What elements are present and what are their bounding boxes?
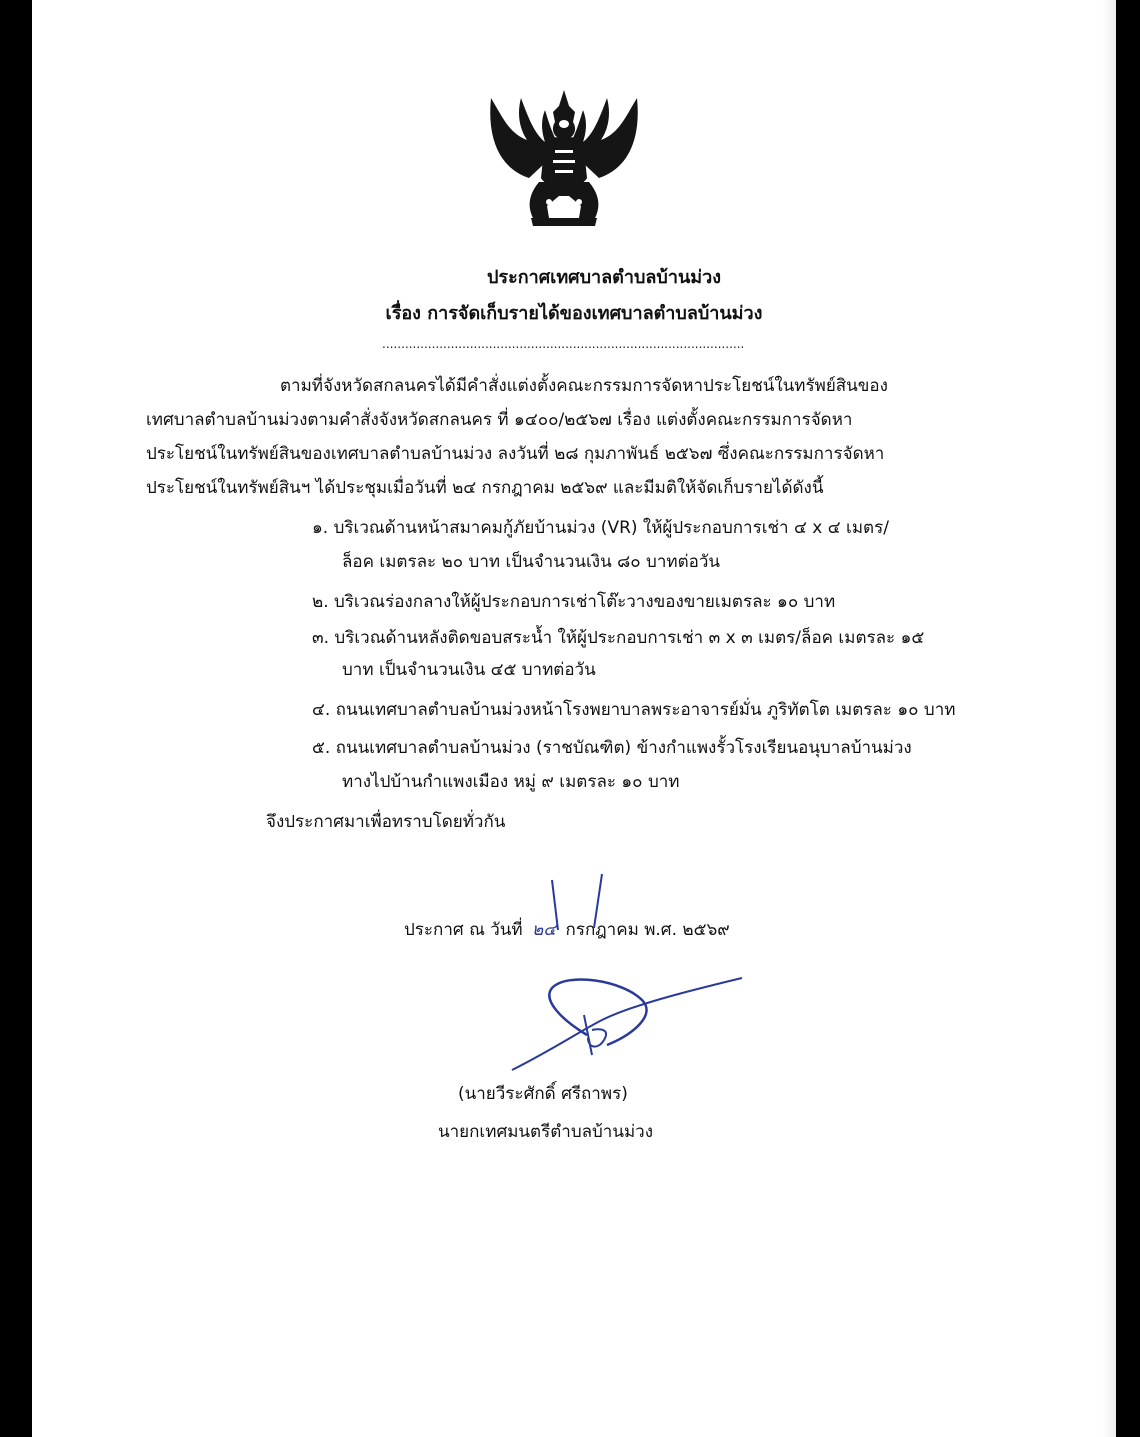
date-prefix: ประกาศ ณ วันที่ [404,920,523,940]
announcement-subject: เรื่อง การจัดเก็บรายได้ของเทศบาลตำบลบ้านม่วง [385,303,763,324]
list-item-4-line-1: ๔. ถนนเทศบาลตำบลบ้านม่วงหน้าโรงพยาบาลพระอาจารย์มั่น ภูริทัตโต เมตรละ ๑๐ บาท [312,700,956,720]
list-item-1-line-2: ล็อค เมตรละ ๒๐ บาท เป็นจำนวนเงิน ๘๐ บาทต่อวัน [342,552,720,572]
list-item-5-line-2: ทางไปบ้านกำแพงเมือง หมู่ ๙ เมตรละ ๑๐ บาท [342,772,680,792]
list-item-5-line-1: ๕. ถนนเทศบาลตำบลบ้านม่วง (ราชบัณฑิต) ข้างกำแพงรั้วโรงเรียนอนุบาลบ้านม่วง [312,738,912,758]
list-item-1-line-1: ๑. บริเวณด้านหน้าสมาคมกู้ภัยบ้านม่วง (VR) ให้ผู้ประกอบการเช่า ๔ x ๔ เมตร/ [312,518,889,538]
body-line-3: ประโยชน์ในทรัพย์สินของเทศบาลตำบลบ้านม่วง ลงวันที่ ๒๘ กุมภาพันธ์ ๒๕๖๗ ซึ่งคณะกรรมการจัดหา [146,444,885,464]
list-item-2-line-1: ๒. บริเวณร่องกลางให้ผู้ประกอบการเช่าโต๊ะวางของขายเมตรละ ๑๐ บาท [312,592,836,612]
list-item-3-line-2: บาท เป็นจำนวนเงิน ๔๕ บาทต่อวัน [342,660,596,680]
garuda-emblem-icon [469,78,659,236]
handwritten-day-mark [544,870,624,940]
signer-name: (นายวีระศักดิ์ ศรีถาพร) [458,1084,628,1104]
announcement-title: ประกาศเทศบาลตำบลบ้านม่วง [486,267,722,288]
closing-text: จึงประกาศมาเพื่อทราบโดยทั่วกัน [266,812,506,832]
signer-position: นายกเทศมนตรีตำบลบ้านม่วง [438,1122,654,1142]
body-line-1: ตามที่จังหวัดสกลนครได้มีคำสั่งแต่งตั้งคณะกรรมการจัดหาประโยชน์ในทรัพย์สินของ [280,376,888,396]
document-page [32,0,1116,1437]
body-line-2: เทศบาลตำบลบ้านม่วงตามคำสั่งจังหวัดสกลนคร ที่ ๑๔๐๐/๒๕๖๗ เรื่อง แต่งตั้งคณะกรรมการจัดหา [146,410,853,430]
date-day-handwritten: ๒๔ [532,920,557,940]
list-item-3-line-1: ๓. บริเวณด้านหลังติดขอบสระน้ำ ให้ผู้ประกอบการเช่า ๓ x ๓ เมตร/ล็อค เมตรละ ๑๕ [312,628,925,648]
page-edge-shadow [1102,0,1116,1437]
handwritten-signature [492,960,752,1080]
body-line-4: ประโยชน์ในทรัพย์สินฯ ได้ประชุมเมื่อวันที่ ๒๔ กรกฎาคม ๒๕๖๙ และมีมติให้จัดเก็บรายได้ดังนี้ [146,478,824,498]
date-suffix: กรกฎาคม พ.ศ. ๒๕๖๙ [565,920,730,940]
title-separator: ............................................................................................... [382,337,745,351]
